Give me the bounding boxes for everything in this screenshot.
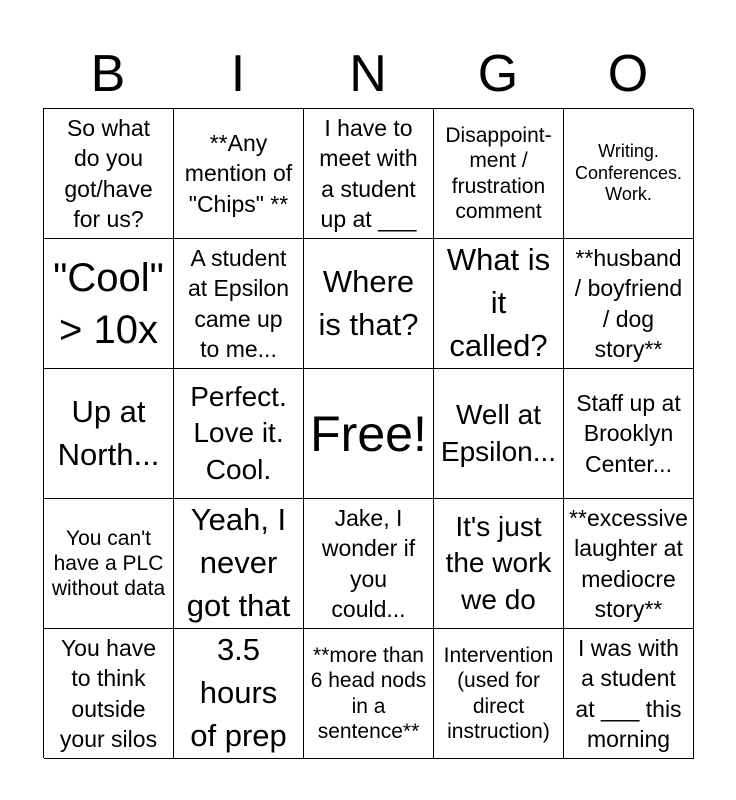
bingo-cell-i3[interactable]: Perfect. Love it. Cool.	[174, 369, 304, 499]
bingo-cell-b1[interactable]: So what do you got/have for us?	[44, 109, 174, 239]
bingo-cell-i1[interactable]: **Any mention of "Chips" **	[174, 109, 304, 239]
header-letter-o: O	[607, 45, 649, 103]
bingo-cell-i4[interactable]: Yeah, I never got that	[174, 499, 304, 629]
bingo-cell-g4[interactable]: It's just the work we do	[434, 499, 564, 629]
bingo-cell-o2[interactable]: **husband / boyfriend / dog story**	[564, 239, 694, 369]
bingo-cell-b4[interactable]: You can't have a PLC without data	[44, 499, 174, 629]
bingo-cell-g3[interactable]: Well at Epsilon...	[434, 369, 564, 499]
bingo-cell-b3[interactable]: Up at North...	[44, 369, 174, 499]
header-letter-i: I	[230, 45, 246, 103]
bingo-cell-i2[interactable]: A student at Epsilon came up to me...	[174, 239, 304, 369]
header-letter-g: G	[477, 45, 519, 103]
bingo-cell-free[interactable]: Free!	[304, 369, 434, 499]
header-letter-n: N	[349, 45, 387, 103]
bingo-cell-o3[interactable]: Staff up at Brooklyn Center...	[564, 369, 694, 499]
bingo-cell-o5[interactable]: I was with a student at ___ this morning	[564, 629, 694, 759]
bingo-cell-n4[interactable]: Jake, I wonder if you could...	[304, 499, 434, 629]
bingo-cell-b2[interactable]: "Cool" > 10x	[44, 239, 174, 369]
bingo-cell-n1[interactable]: I have to meet with a student up at ___	[304, 109, 434, 239]
bingo-cell-o1[interactable]: Writing. Conferences. Work.	[564, 109, 694, 239]
bingo-cell-o4[interactable]: **excessive laughter at mediocre story**	[564, 499, 694, 629]
header-letter-b: B	[90, 45, 126, 103]
bingo-cell-b5[interactable]: You have to think outside your silos	[44, 629, 174, 759]
bingo-cell-g2[interactable]: What is it called?	[434, 239, 564, 369]
bingo-cell-g1[interactable]: Disappoint- ment / frustration comment	[434, 109, 564, 239]
bingo-cell-g5[interactable]: Intervention (used for direct instruction)	[434, 629, 564, 759]
bingo-cell-n2[interactable]: Where is that?	[304, 239, 434, 369]
bingo-board	[43, 108, 693, 758]
bingo-cell-i5[interactable]: 3.5 hours of prep	[174, 629, 304, 759]
bingo-header	[43, 44, 693, 104]
bingo-cell-n5[interactable]: **more than 6 head nods in a sentence**	[304, 629, 434, 759]
